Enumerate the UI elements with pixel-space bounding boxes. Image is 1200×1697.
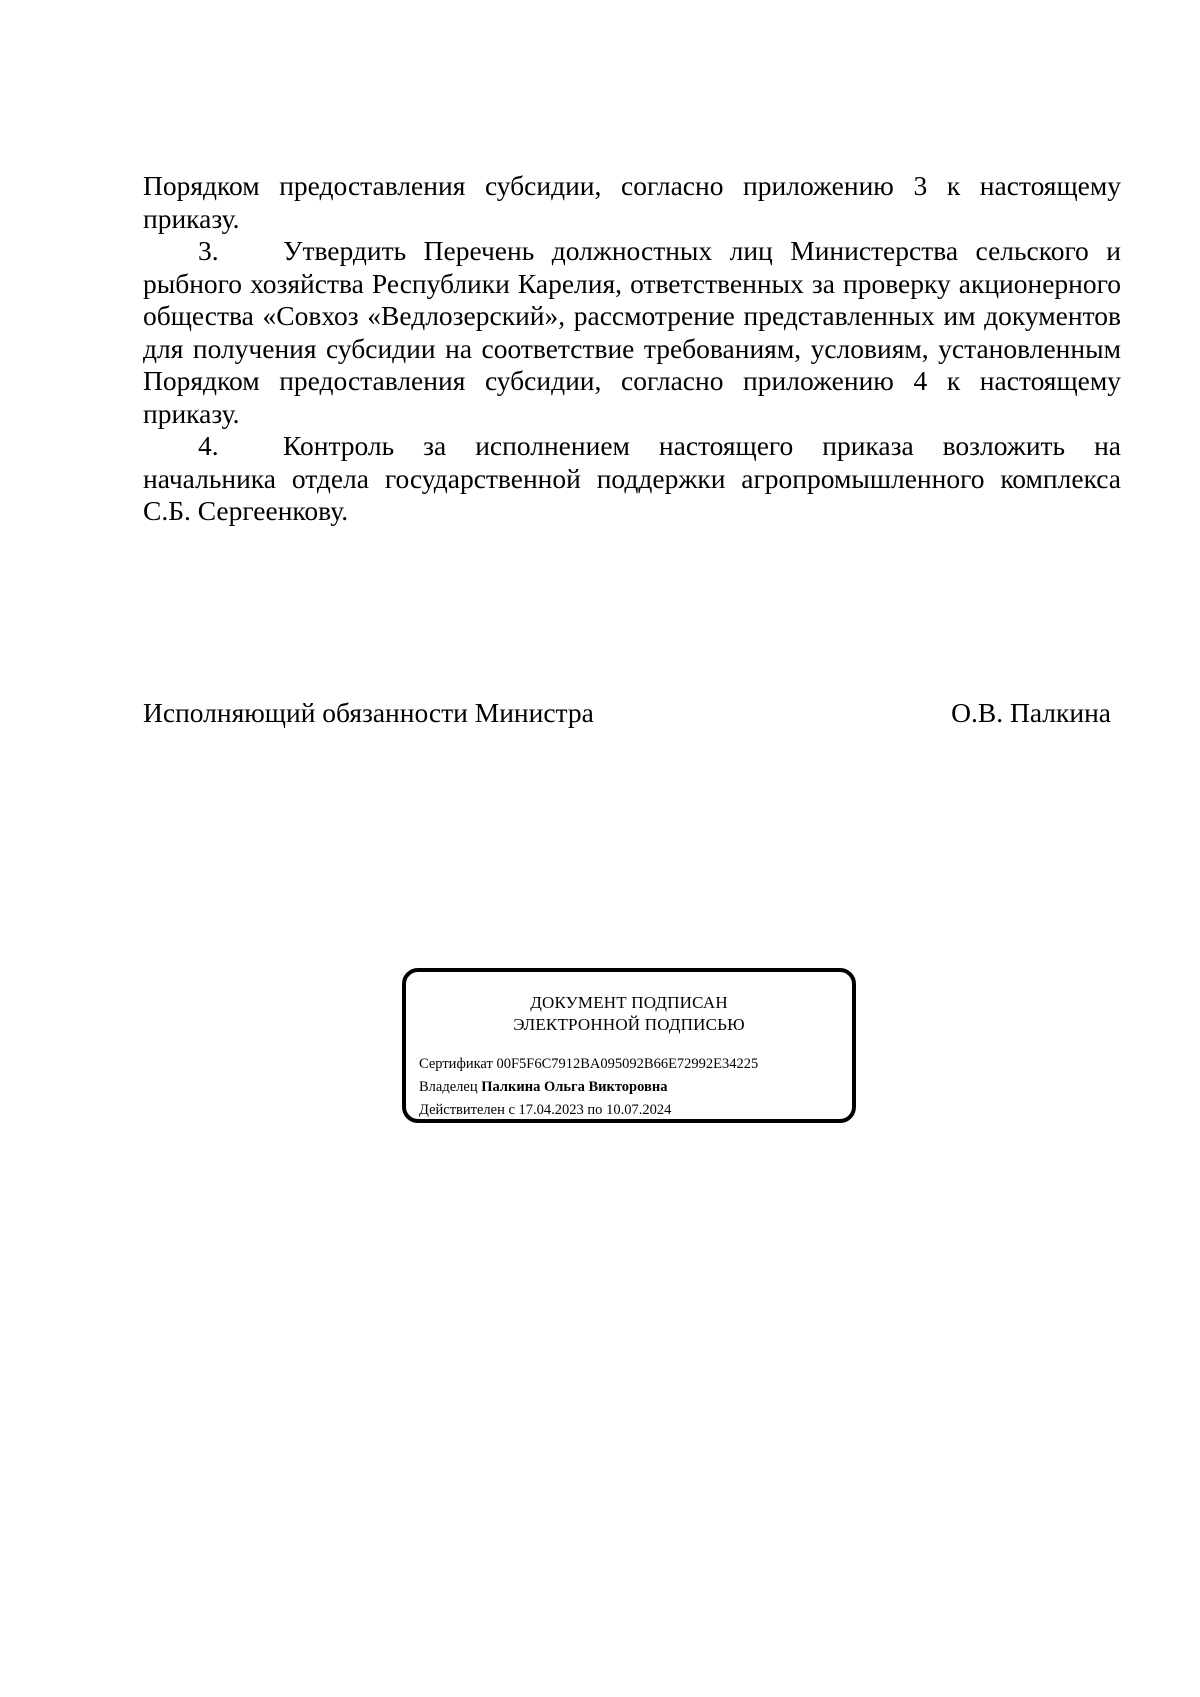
valid-from-date: 17.04.2023 <box>518 1102 584 1118</box>
paragraph-text: Порядком предоставления субсидии, согласно приложению 3 к настоящему приказу. <box>143 170 1121 234</box>
paragraph-number: 3. <box>198 235 219 266</box>
valid-to-label: по <box>587 1102 603 1118</box>
document-body <box>143 170 1121 528</box>
stamp-certificate-line <box>419 1053 758 1076</box>
stamp-header-line1: ДОКУМЕНТ ПОДПИСАН <box>530 993 728 1012</box>
paragraph-continuation <box>143 170 1121 235</box>
paragraph-text: Утвердить Перечень должностных лиц Министерства сельского и рыбного хозяйства Республики Карелия, ответственных за проверку акционерного общества «Совхоз «Ведлозерский», рассмотрение представленных им документов для получения субсидии на соответствие требованиям, условиям, установленным Порядком предоставления субсидии, согласно приложению 4 к настоящему приказу. <box>143 235 1121 429</box>
owner-label: Владелец <box>419 1079 478 1095</box>
stamp-header-line2: ЭЛЕКТРОННОЙ ПОДПИСЬЮ <box>513 1015 745 1034</box>
paragraph-3 <box>143 235 1121 430</box>
signatory-name: О.В. Палкина <box>951 697 1111 728</box>
valid-from-label: с <box>508 1102 515 1118</box>
certificate-value: 00F5F6C7912BA095092B66E72992E34225 <box>496 1056 759 1072</box>
valid-label: Действителен <box>419 1102 505 1118</box>
paragraph-text: Контроль за исполнением настоящего приказа возложить на начальника отдела государственной поддержки агропромышленного комплекса С.Б. Сергеенкову. <box>143 430 1121 526</box>
owner-value: Палкина Ольга Викторовна <box>481 1079 668 1095</box>
valid-to-date: 10.07.2024 <box>606 1102 672 1118</box>
signatory-position: Исполняющий обязанности Министра <box>143 697 594 728</box>
paragraph-4 <box>143 430 1121 528</box>
electronic-signature-stamp <box>402 968 856 1123</box>
signature-block <box>143 697 1111 729</box>
stamp-details <box>419 1053 758 1122</box>
stamp-header <box>406 992 852 1036</box>
certificate-label: Сертификат <box>419 1056 493 1072</box>
stamp-owner-line <box>419 1076 758 1099</box>
paragraph-number: 4. <box>198 430 219 461</box>
stamp-validity-line <box>419 1099 758 1122</box>
